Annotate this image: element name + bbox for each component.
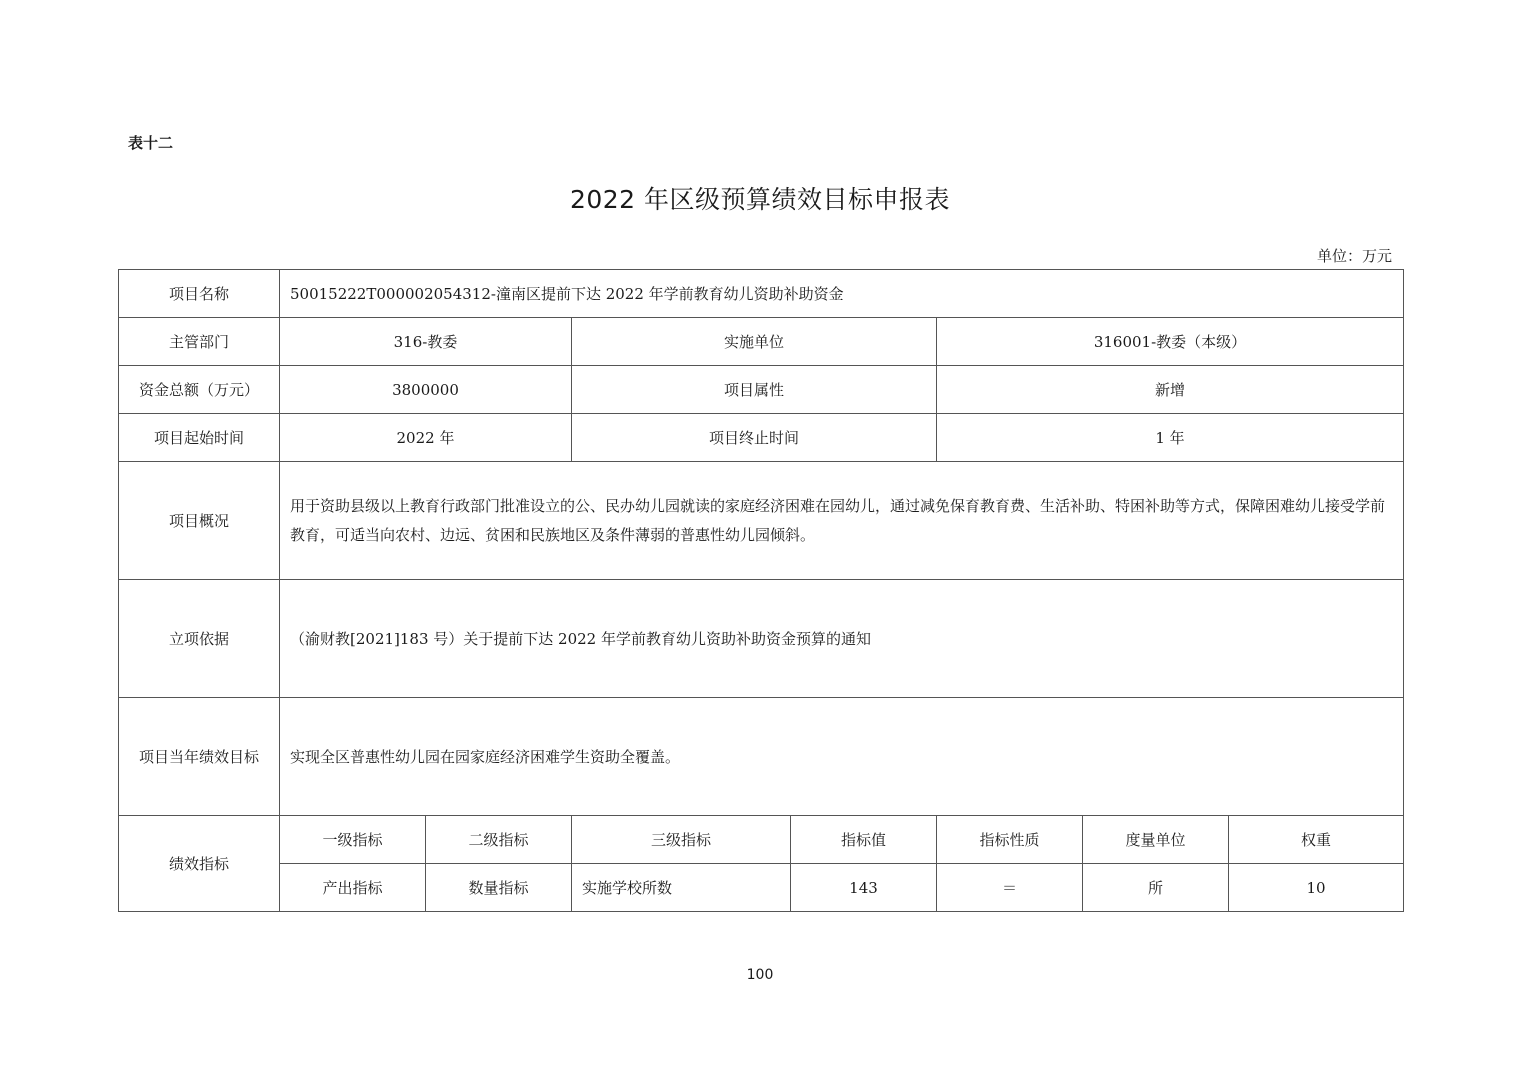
- project-attribute-value: 新增: [937, 366, 1404, 414]
- indicator-header-level1: 一级指标: [280, 816, 426, 864]
- row-fund: [119, 366, 1404, 414]
- table-label: 表十二: [128, 134, 174, 152]
- unit-label: 单位：万元: [1316, 247, 1392, 265]
- end-time-label: 项目终止时间: [572, 414, 937, 462]
- row-department: [119, 318, 1404, 366]
- indicator-header-level3: 三级指标: [572, 816, 791, 864]
- overview-value: 用于资助县级以上教育行政部门批准设立的公、民办幼儿园就读的家庭经济困难在园幼儿，通过减免保育教育费、生活补助、特困补助等方式，保障困难幼儿接受学前教育，可适当向农村、边远、贫困和民族地区及条件薄弱的普惠性幼儿园倾斜。: [290, 496, 1386, 544]
- indicator-nature: ＝: [937, 864, 1083, 912]
- page-number: 100: [746, 967, 774, 983]
- row-project-name: [119, 270, 1404, 318]
- indicator-unit: 所: [1083, 864, 1229, 912]
- indicator-header-weight: 权重: [1229, 816, 1404, 864]
- row-goal: [119, 698, 1404, 816]
- project-name-label: 项目名称: [119, 270, 280, 318]
- department-value: 316-教委: [280, 318, 572, 366]
- fund-total-value: 3800000: [280, 366, 572, 414]
- overview-cell: [280, 462, 1404, 580]
- indicator-header-unit: 度量单位: [1083, 816, 1229, 864]
- indicator-header-value: 指标值: [791, 816, 937, 864]
- indicator-header-level2: 二级指标: [426, 816, 572, 864]
- basis-value: （渝财教[2021]183 号）关于提前下达 2022 年学前教育幼儿资助补助资金预算的通知: [280, 580, 1404, 698]
- performance-target-table: [118, 269, 1404, 912]
- start-time-value: 2022 年: [280, 414, 572, 462]
- row-basis: [119, 580, 1404, 698]
- overview-label: 项目概况: [119, 462, 280, 580]
- table-row: [119, 864, 1404, 912]
- basis-label: 立项依据: [119, 580, 280, 698]
- project-attribute-label: 项目属性: [572, 366, 937, 414]
- row-overview: [119, 462, 1404, 580]
- indicator-weight: 10: [1229, 864, 1404, 912]
- goal-label: 项目当年绩效目标: [119, 698, 280, 816]
- end-time-value: 1 年: [937, 414, 1404, 462]
- row-time: [119, 414, 1404, 462]
- indicators-section-label: 绩效指标: [119, 816, 280, 912]
- goal-value: 实现全区普惠性幼儿园在园家庭经济困难学生资助全覆盖。: [280, 698, 1404, 816]
- row-indicator-headers: [119, 816, 1404, 864]
- fund-total-label: 资金总额（万元）: [119, 366, 280, 414]
- start-time-label: 项目起始时间: [119, 414, 280, 462]
- indicator-level3: 实施学校所数: [572, 864, 791, 912]
- implementing-unit-label: 实施单位: [572, 318, 937, 366]
- department-label: 主管部门: [119, 318, 280, 366]
- indicator-value: 143: [791, 864, 937, 912]
- page-title: 2022 年区级预算绩效目标申报表: [569, 185, 951, 214]
- indicator-level1: 产出指标: [280, 864, 426, 912]
- indicator-header-nature: 指标性质: [937, 816, 1083, 864]
- implementing-unit-value: 316001-教委（本级）: [937, 318, 1404, 366]
- project-name-value: 50015222T000002054312-潼南区提前下达 2022 年学前教育幼儿资助补助资金: [280, 270, 1404, 318]
- indicator-level2: 数量指标: [426, 864, 572, 912]
